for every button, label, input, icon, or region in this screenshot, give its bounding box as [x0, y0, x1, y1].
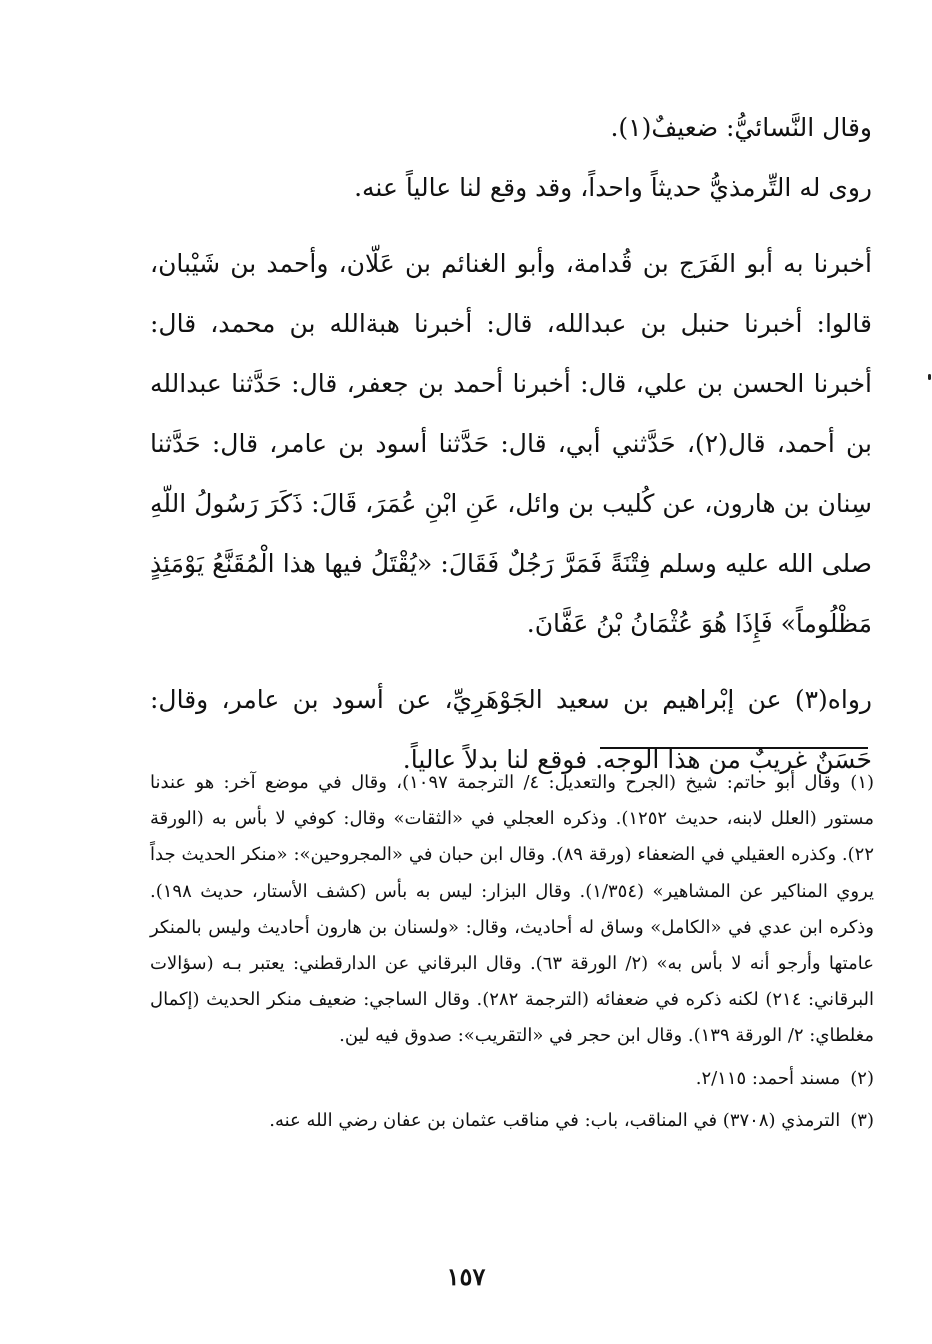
paragraph-nasai: وقال النَّسائيُّ: ضعيفٌ(١).: [610, 113, 872, 142]
footnote-text: مسند أحمد: ٢/١١٥.: [695, 1067, 841, 1089]
paragraph-tirmidhi: روى له التِّرمذيُّ حديثاً واحداً، وقد وقع لنا عالياً عنه.: [354, 173, 872, 202]
footnote-text: الترمذي (٣٧٠٨) في المناقب، باب: في مناقب عثمان بن عفان رضي الله عنه.: [269, 1109, 841, 1131]
page-number: ١٥٧: [446, 1262, 486, 1291]
footnote-number: (٣): [850, 1109, 874, 1131]
paragraph-isnad: أخبرنا به أبو الفَرَج بن قُدامة، وأبو الغنائم بن عَلّان، وأحمد بن شَيْبان، قالوا: أخبرنا حنبل بن عبدالله، قال: أخبرنا هبةالله بن محمد، قال: أخبرنا الحسن بن علي، قال: أخبرنا أحمد بن جعفر، قال: حَدَّثنا عبدالله بن أحمد، قال(٢)، حَدَّثني أبي، قال: حَدَّثنا أسود بن عامر، قال: حَدَّثنا سِنان بن هارون، عن كُليب بن وائل، عَنِ ابْنِ عُمَرَ، قَالَ: ذَكَرَ رَسُولُ اللّهِ صلى الله عليه وسلم فِتْنَةً فَمَرَّ رَجُلٌ فَقَالَ: «يُقْتَلُ فيها هذا الْمُقَنَّعُ يَوْمَئِذٍ مَظْلُوماً» فَإِذَا هُوَ عُثْمَانُ بْنُ عَفَّانَ.: [150, 249, 872, 638]
footnotes: [150, 765, 874, 1145]
footnote-separator: [600, 747, 868, 749]
footnote-text: وقال أبو حاتم: شيخ (الجرح والتعديل: ٤/ الترجمة ١٠٩٧)، وقال في موضع آخر: هو عندنا مستور (العلل لابنه، حديث ١٢٥٢). وذكره العجلي في «الثقات» وقال: كوفي لا بأس به (الورقة ٢٢). وكذره العقيلي في الضعفاء (ورقة ٨٩). وقال ابن حبان في «المجروحين»: «منكر الحديث جداً يروي المناكير عن المشاهير» (١/٣٥٤). وقال البزار: ليس به بأس (كشف الأستار، حديث ١٩٨). وذكره ابن عدي في «الكامل» وساق له أحاديث، وقال: «ولسنان بن هارون أحاديث وليس بالمنكر عامتها وأرجو أنه لا بأس به» (٢/ الورقة ٦٣). وقال البرقاني عن الدارقطني: يعتبر بـه (سؤالات البرقاني: ٢١٤) لكنه ذكره في ضعفائه (الترجمة ٢٨٢). وقال الساجي: ضعيف منكر الحديث (إكمال مغلطاي: ٢/ الورقة ١٣٩). وقال ابن حجر في «التقريب»: صدوق فيه لين.: [150, 772, 875, 1047]
margin-mark: [928, 374, 931, 380]
paragraph-riwaya: رواه(٣) عن إبْراهيم بن سعيد الجَوْهَرِيِّ، عن أسود بن عامر، وقال: حَسَنٌ غريبٌ من هذا الوجه. فوقع لنا بدلاً عالياً.: [150, 685, 872, 774]
footnote-number: (٢): [850, 1067, 874, 1089]
footnote-2: [150, 1061, 874, 1097]
footnote-1: [150, 765, 874, 1055]
footnote-3: [150, 1103, 874, 1139]
footnote-number: (١): [850, 772, 875, 793]
main-text: [150, 98, 872, 790]
